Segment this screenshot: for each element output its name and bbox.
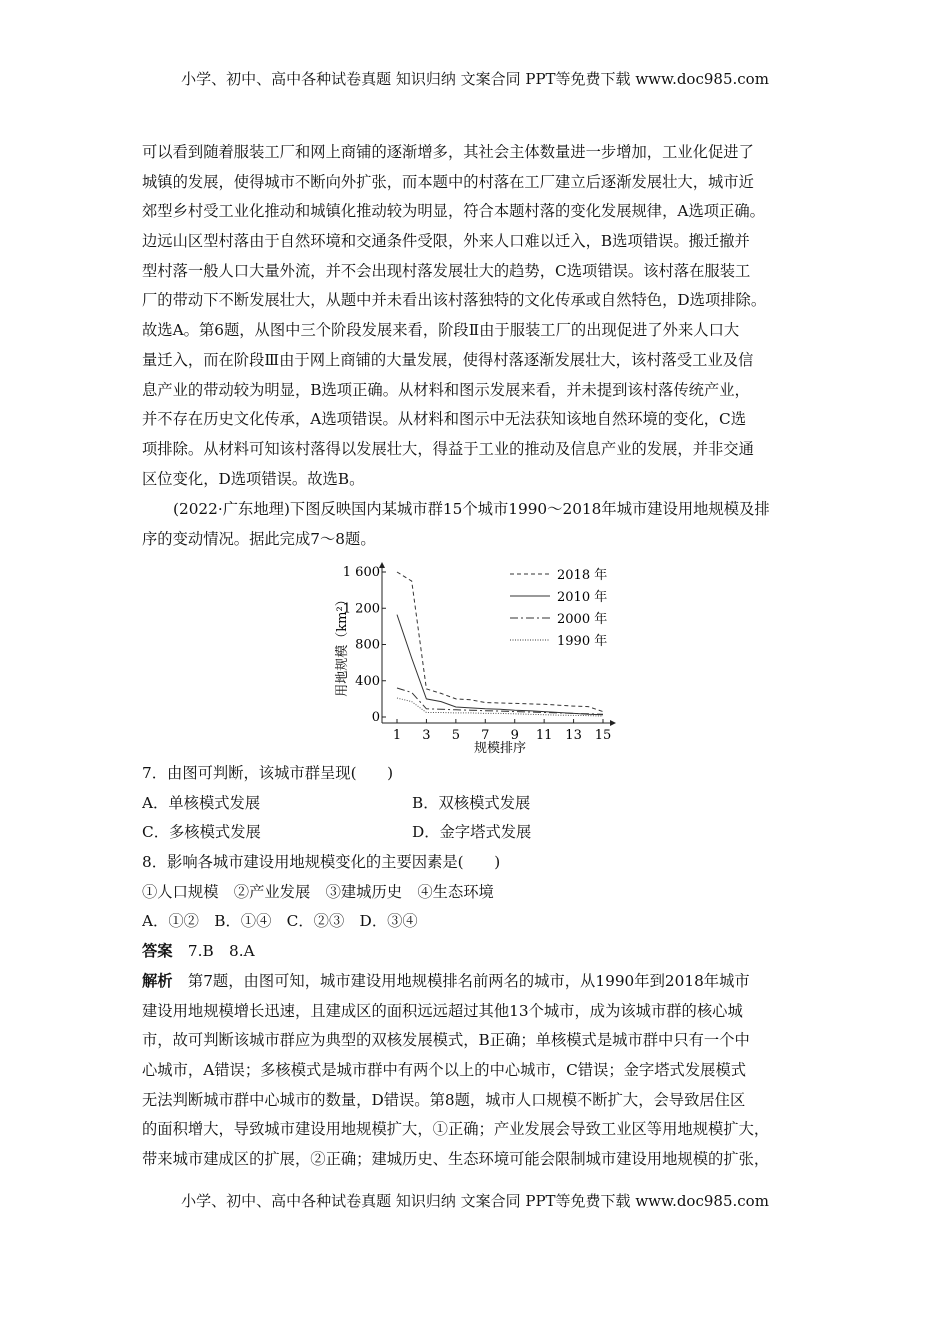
paragraph-line: 故选A。第6题，从图中三个阶段发展来看，阶段Ⅱ由于服装工厂的出现促进了外来人口大 — [142, 321, 740, 340]
q7-stem: 7．由图可判断，该城市群呈现( ) — [142, 764, 394, 782]
paragraph-line: 型村落一般人口大量外流，并不会出现村落发展壮大的趋势，C选项错误。该村落在服装工 — [142, 261, 751, 280]
y-tick-label: 1 200 — [342, 601, 380, 617]
series-line-2010 — [397, 615, 603, 715]
y-tick-label: 0 — [371, 710, 380, 725]
y-tick-label: 1 600 — [342, 565, 380, 580]
analysis-line: 市，故可判断该城市群应为典型的双核发展模式，B正确；单核模式是城市群中只有一个中 — [142, 1031, 750, 1050]
legend-label: 2018 年 — [557, 568, 608, 583]
paragraph-line: 边远山区型村落由于自然环境和交通条件受限，外来人口难以迁入，B选项错误。搬迁撤并 — [142, 232, 750, 251]
page-header: 小学、初中、高中各种试卷真题 知识归纳 文案合同 PPT等免费下载 www.doc985.com — [181, 70, 769, 88]
x-tick-label: 11 — [535, 728, 553, 743]
paragraph-line: 可以看到随着服装工厂和网上商铺的逐渐增多，其社会主体数量进一步增加，工业化促进了 — [142, 143, 754, 161]
legend-label: 2010 年 — [557, 590, 608, 605]
y-tick-label: 400 — [355, 673, 380, 689]
x-tick-label: 9 — [510, 728, 519, 743]
paragraph-line: 项排除。从材料可知该村落得以发展壮大，得益于工业的推动及信息产业的发展，并非交通 — [142, 439, 754, 458]
q8-items: ①人口规模 ②产业发展 ③建城历史 ④生态环境 — [142, 882, 494, 901]
x-axis-arrow — [610, 720, 616, 726]
q8-stem: 8．影响各城市建设用地规模变化的主要因素是( ) — [142, 853, 501, 872]
q8-options: A．①② B．①④ C．②③ D．③④ — [142, 912, 418, 931]
series-line-2000 — [397, 688, 603, 714]
paragraph-line: 量迁入，而在阶段Ⅲ由于网上商铺的大量发展，使得村落逐渐发展壮大，该村落受工业及信 — [142, 350, 754, 369]
page-footer: 小学、初中、高中各种试卷真题 知识归纳 文案合同 PPT等免费下载 www.doc985.com — [181, 1192, 769, 1210]
x-tick-label: 1 — [392, 728, 402, 743]
legend-label: 1990 年 — [557, 634, 608, 649]
paragraph-line: 并不存在历史文化传承，A选项错误。从材料和图示中无法获知该地自然环境的变化，C选 — [142, 410, 747, 429]
paragraph-line: 厂的带动下不断发展壮大，从题中并未看出该村落独特的文化传承或自然特色，D选项排除。 — [142, 291, 767, 310]
q7-option-d: D．金字塔式发展 — [412, 823, 532, 842]
legend-label: 2000 年 — [557, 612, 608, 627]
analysis-line: 第7题，由图可知，城市建设用地规模排名前两名的城市，从1990年到2018年城市 — [172, 971, 750, 990]
intro-line: (2022·广东地理)下图反映国内某城市群15个城市1990～2018年城市建设用地规模及排 — [173, 500, 770, 518]
analysis-line: 无法判断城市群中心城市的数量，D错误。第8题，城市人口规模不断扩大，会导致居住区 — [142, 1090, 746, 1109]
questions — [142, 759, 822, 1175]
x-tick-label: 15 — [594, 728, 612, 743]
explanation-paragraph — [142, 138, 822, 494]
analysis-line: 带来城市建成区的扩展，②正确；建城历史、生态环境可能会限制城市建设用地规模的扩张， — [142, 1149, 770, 1168]
land-use-chart — [330, 560, 620, 760]
paragraph-line: 区位变化，D选项错误。故选B。 — [142, 469, 365, 488]
analysis-line: 心城市，A错误；多核模式是城市群中有两个以上的中心城市，C错误；金字塔式发展模式 — [142, 1060, 747, 1079]
y-axis-label: 用地规模（km²） — [335, 593, 350, 697]
analysis-line: 建设用地规模增长迅速，且建成区的面积远远超过其他13个城市，成为该城市群的核心城 — [142, 1001, 743, 1020]
y-tick-label: 800 — [355, 637, 380, 653]
x-tick-label: 5 — [451, 728, 460, 743]
q7-option-a: A．单核模式发展 — [142, 793, 261, 812]
answer-label: 答案 — [142, 942, 173, 961]
paragraph-line: 郊型乡村受工业化推动和城镇化推动较为明显，符合本题村落的变化发展规律，A选项正确。 — [142, 202, 765, 221]
x-tick-label: 13 — [565, 728, 582, 743]
question-intro — [142, 495, 822, 554]
x-axis-label: 规模排序 — [473, 741, 527, 756]
q7-option-b: B．双核模式发展 — [412, 793, 531, 812]
analysis-label: 解析 — [142, 971, 173, 990]
x-tick-label: 3 — [422, 728, 431, 743]
q7-option-c: C．多核模式发展 — [142, 823, 261, 842]
paragraph-line: 城镇的发展，使得城市不断向外扩张，而本题中的村落在工厂建立后逐渐发展壮大，城市近 — [142, 172, 754, 191]
answer-text: 7.B 8.A — [172, 942, 255, 961]
intro-line: 序的变动情况。据此完成7～8题。 — [142, 529, 376, 548]
x-tick-label: 7 — [481, 728, 490, 743]
paragraph-line: 息产业的带动较为明显，B选项正确。从材料和图示发展来看，并未提到该村落传统产业， — [142, 380, 750, 399]
analysis-line: 的面积增大，导致城市建设用地规模扩大，①正确；产业发展会导致工业区等用地规模扩大， — [142, 1120, 770, 1139]
